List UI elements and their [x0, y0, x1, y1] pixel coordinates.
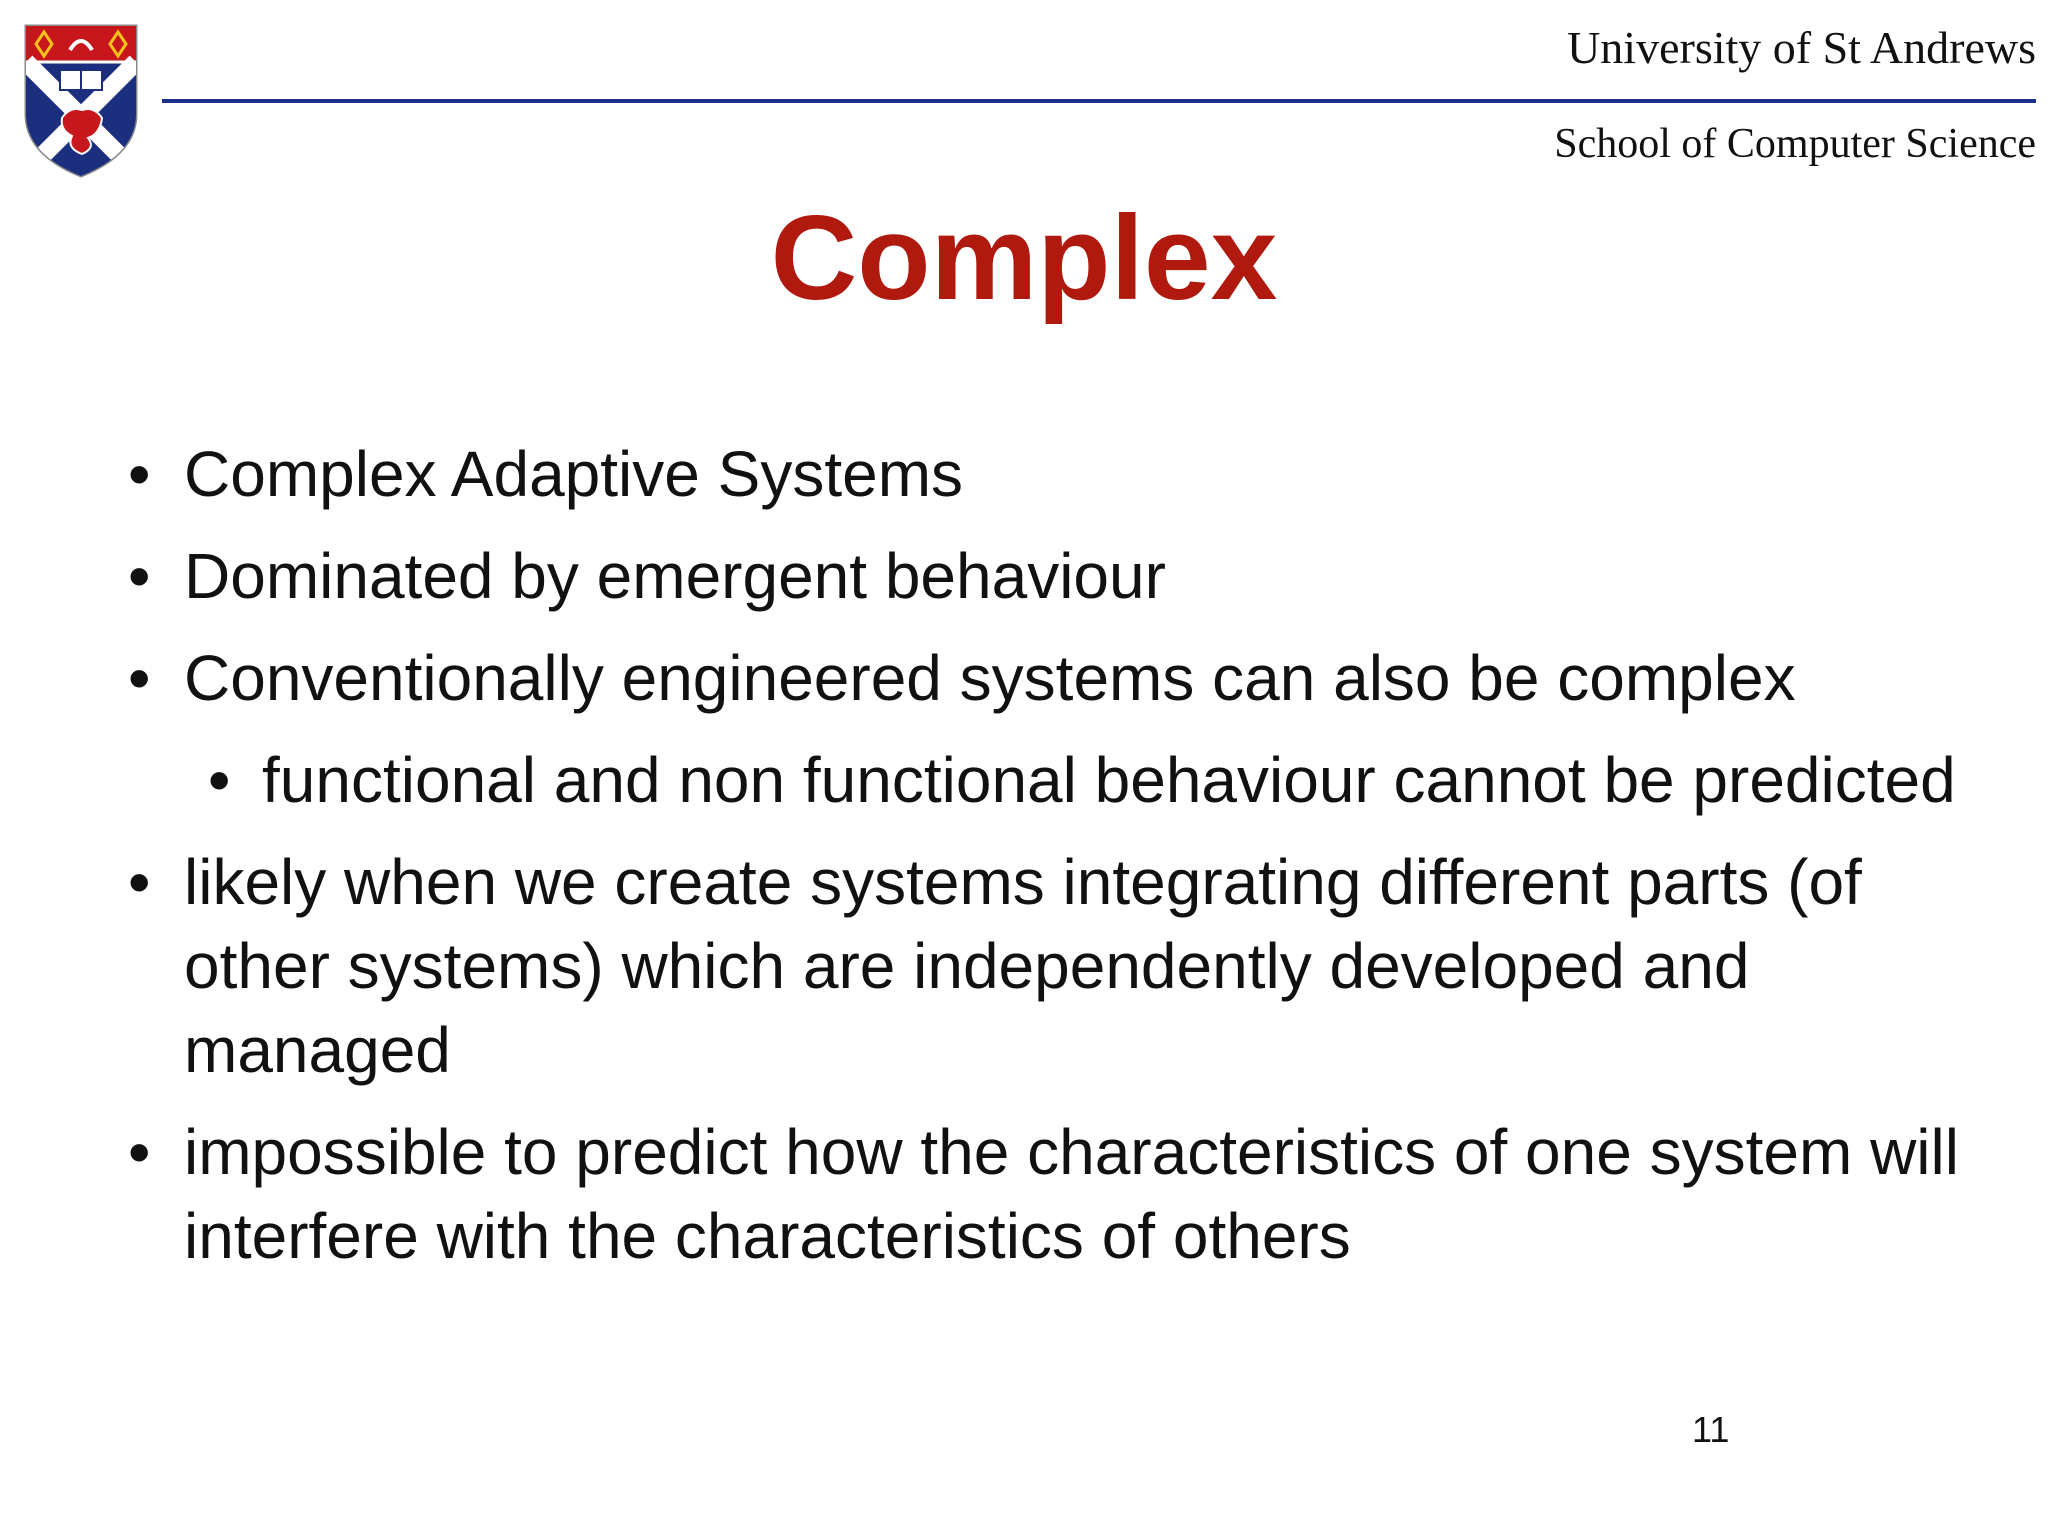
- university-name: University of St Andrews: [1567, 22, 2036, 73]
- university-crest-icon: [22, 22, 140, 180]
- bullet-text: functional and non functional behaviour cannot be predicted: [262, 744, 1956, 816]
- bullet-dot: •: [128, 438, 151, 510]
- bullet-item: [120, 840, 2000, 1092]
- bullet-item: [120, 534, 2000, 618]
- bullet-item: [120, 636, 2000, 720]
- page-number: 11: [1692, 1409, 1730, 1450]
- bullet-dot: •: [128, 540, 151, 612]
- bullet-text: Conventionally engineered systems can also be complex: [184, 642, 1796, 714]
- bullet-dot: •: [208, 744, 231, 816]
- bullet-dot: •: [128, 846, 151, 918]
- school-name: School of Computer Science: [1554, 121, 2036, 167]
- slide-title: Complex: [770, 191, 1278, 325]
- bullet-item: [120, 1110, 2000, 1278]
- bullet-text: Dominated by emergent behaviour: [184, 540, 1166, 612]
- bullet-list: [120, 432, 2000, 1296]
- bullet-text: Complex Adaptive Systems: [184, 438, 963, 510]
- bullet-dot: •: [128, 642, 151, 714]
- bullet-dot: •: [128, 1116, 151, 1188]
- bullet-item: [120, 432, 2000, 516]
- header-rule: [162, 99, 2036, 103]
- bullet-text: likely when we create systems integrating different parts (of other systems) which are independently developed and managed: [184, 846, 1862, 1086]
- bullet-text: impossible to predict how the characteristics of one system will interfere with the characteristics of others: [184, 1116, 1959, 1272]
- sub-bullet-item: [120, 738, 2000, 822]
